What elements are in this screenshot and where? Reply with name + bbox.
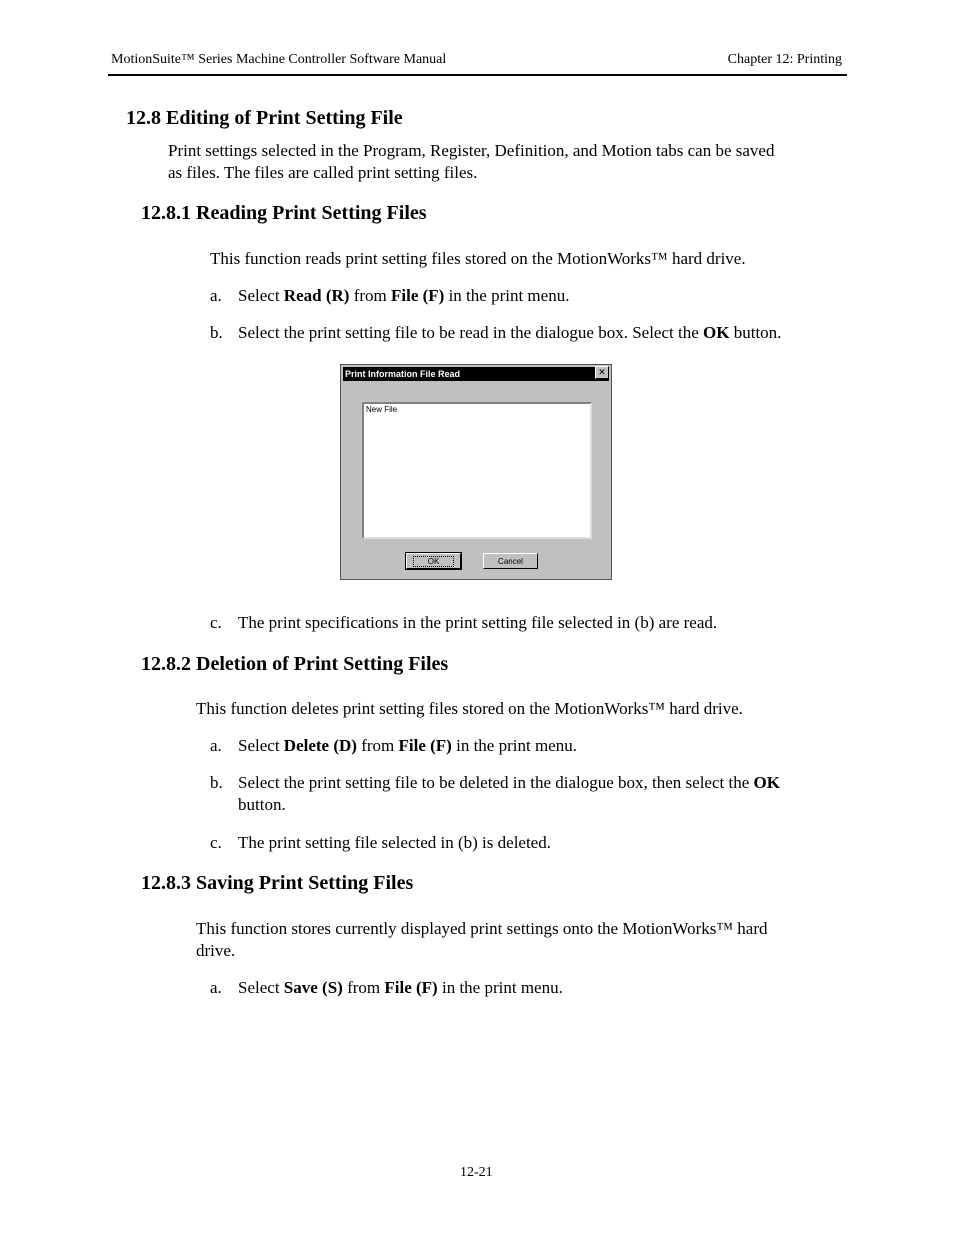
paragraph: Print settings selected in the Program, Register, Definition, and Motion tabs can be saved xyxy=(168,141,775,160)
section-heading: 12.8 Editing of Print Setting File xyxy=(126,107,403,129)
list-item: b. Select the print setting file to be read in the dialogue box. Select the OK button. xyxy=(210,323,782,342)
page-number: 12-21 xyxy=(460,1165,493,1180)
file-read-dialog xyxy=(340,364,612,580)
close-icon[interactable]: ✕ xyxy=(595,366,609,379)
paragraph: as files. The files are called print setting files. xyxy=(168,163,478,182)
header-chapter: Chapter 12: Printing xyxy=(727,52,842,67)
file-list[interactable] xyxy=(362,402,592,539)
header-title: MotionSuite™ Series Machine Controller Software Manual xyxy=(111,52,447,67)
ok-button[interactable]: OK xyxy=(406,553,461,569)
subsection-heading: 12.8.2 Deletion of Print Setting Files xyxy=(141,653,449,675)
file-list-item[interactable]: New File xyxy=(366,405,398,414)
list-item: b. Select the print setting file to be deleted in the dialogue box, then select the OK button. xyxy=(210,773,780,814)
paragraph: This function deletes print setting files stored on the MotionWorks™ hard drive. xyxy=(196,699,743,718)
cancel-button[interactable]: Cancel xyxy=(483,553,538,569)
list-item: a. Select Delete (D) from File (F) in the print menu. xyxy=(210,736,577,755)
subsection-heading: 12.8.1 Reading Print Setting Files xyxy=(141,202,427,224)
list-item: a. Select Read (R) from File (F) in the print menu. xyxy=(210,286,570,305)
paragraph: drive. xyxy=(196,941,236,960)
list-item: a. Select Save (S) from File (F) in the print menu. xyxy=(210,978,563,997)
paragraph: This function reads print setting files stored on the MotionWorks™ hard drive. xyxy=(210,249,746,268)
subsection-heading: 12.8.3 Saving Print Setting Files xyxy=(141,872,414,894)
paragraph: This function stores currently displayed print settings onto the MotionWorks™ hard xyxy=(196,919,768,938)
header-rule xyxy=(108,74,847,76)
dialog-title: Print Information File Read xyxy=(343,367,609,381)
list-item: c. The print specifications in the print setting file selected in (b) are read. xyxy=(210,613,718,632)
list-item: c. The print setting file selected in (b) is deleted. xyxy=(210,833,551,852)
